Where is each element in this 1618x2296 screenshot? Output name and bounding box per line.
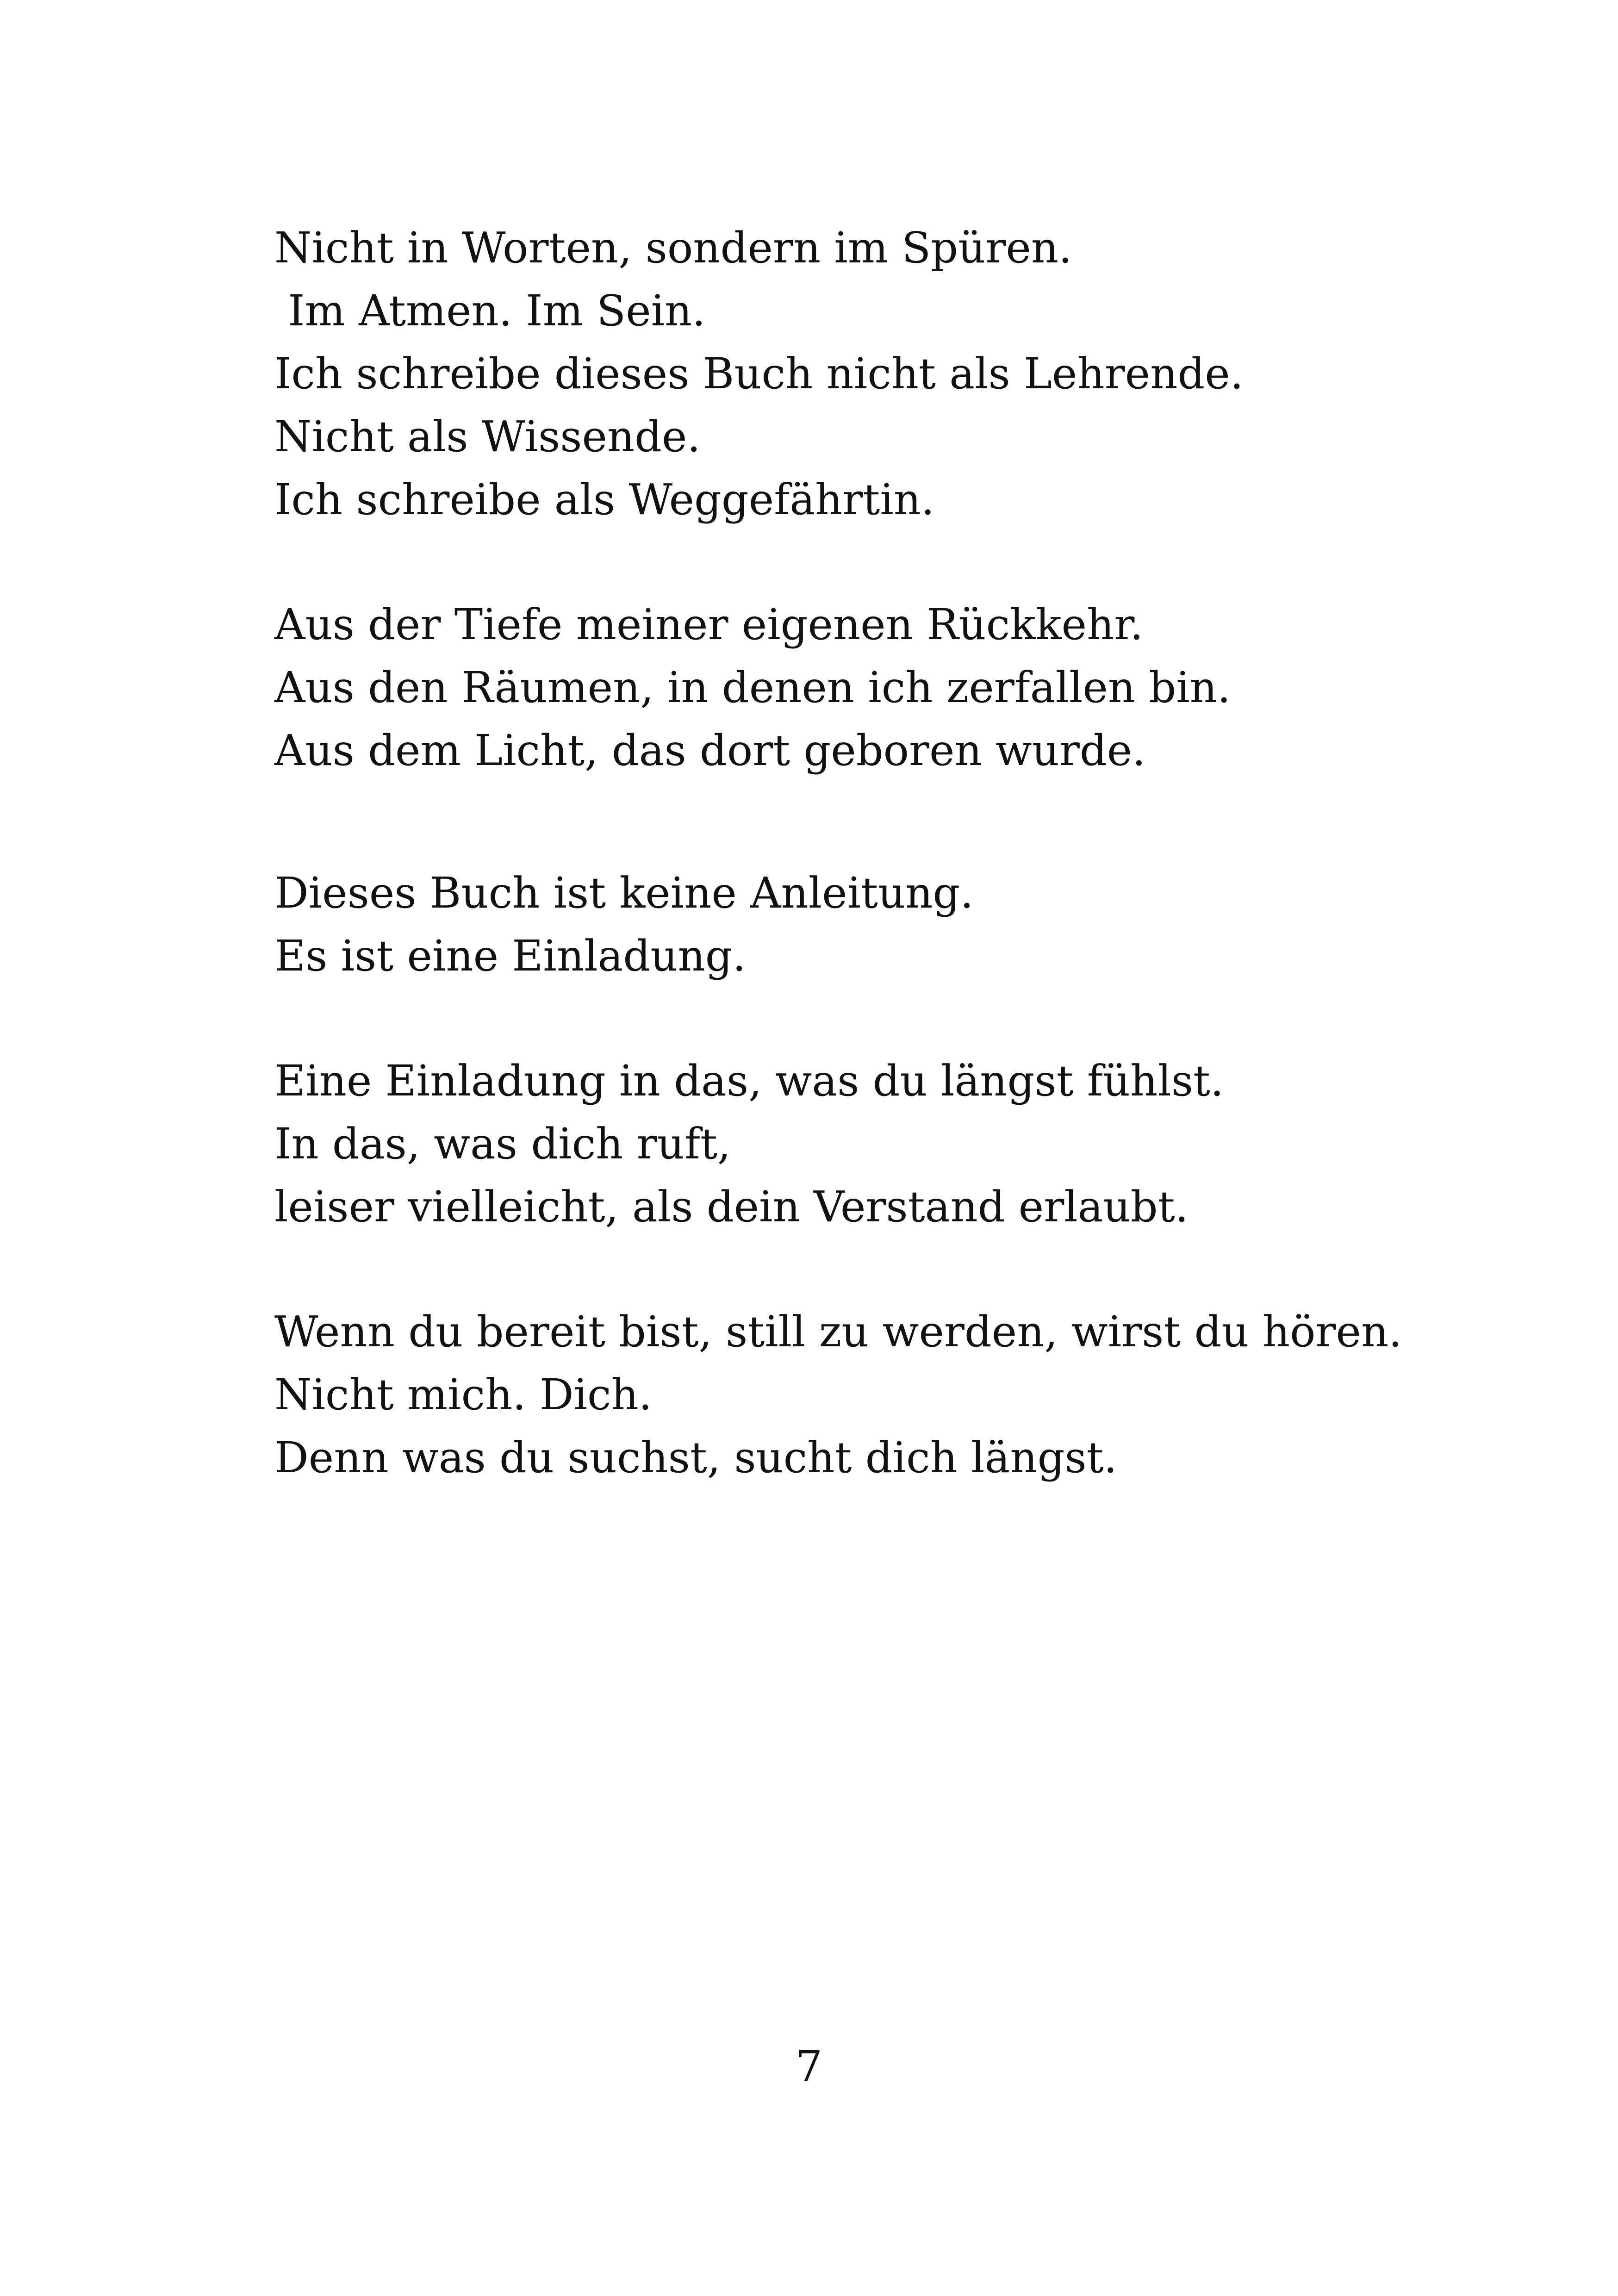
stanza-4 bbox=[274, 1050, 1524, 1238]
stanza-1 bbox=[274, 217, 1524, 531]
stanza-2 bbox=[274, 593, 1524, 782]
poem-line: leiser vielleicht, als dein Verstand erlaubt. bbox=[274, 1182, 1189, 1232]
poem-line: Ich schreibe dieses Buch nicht als Lehrende. bbox=[274, 349, 1244, 398]
poem-text bbox=[274, 217, 1524, 1489]
poem-line: Aus den Räumen, in denen ich zerfallen bin. bbox=[274, 663, 1231, 712]
poem-line: Nicht als Wissende. bbox=[274, 412, 701, 461]
poem-line: Nicht in Worten, sondern im Spüren. bbox=[274, 223, 1072, 273]
poem-line: Nicht mich. Dich. bbox=[274, 1370, 653, 1419]
poem-line: Eine Einladung in das, was du längst fühlst. bbox=[274, 1056, 1224, 1106]
poem-line: Ich schreibe als Weggefährtin. bbox=[274, 475, 935, 524]
poem-line: In das, was dich ruft, bbox=[274, 1119, 731, 1169]
stanza-3 bbox=[274, 862, 1524, 988]
poem-line: Denn was du suchst, sucht dich längst. bbox=[274, 1433, 1117, 1482]
stanza-5 bbox=[274, 1300, 1524, 1489]
poem-line: Im Atmen. Im Sein. bbox=[274, 286, 706, 336]
poem-line: Es ist eine Einladung. bbox=[274, 931, 746, 981]
poem-line: Aus der Tiefe meiner eigenen Rückkehr. bbox=[274, 600, 1144, 649]
poem-line: Aus dem Licht, das dort geboren wurde. bbox=[274, 726, 1146, 775]
poem-line: Wenn du bereit bist, still zu werden, wirst du hören. bbox=[274, 1307, 1402, 1356]
page-number: 7 bbox=[795, 2041, 823, 2091]
poem-line: Dieses Buch ist keine Anleitung. bbox=[274, 868, 974, 918]
